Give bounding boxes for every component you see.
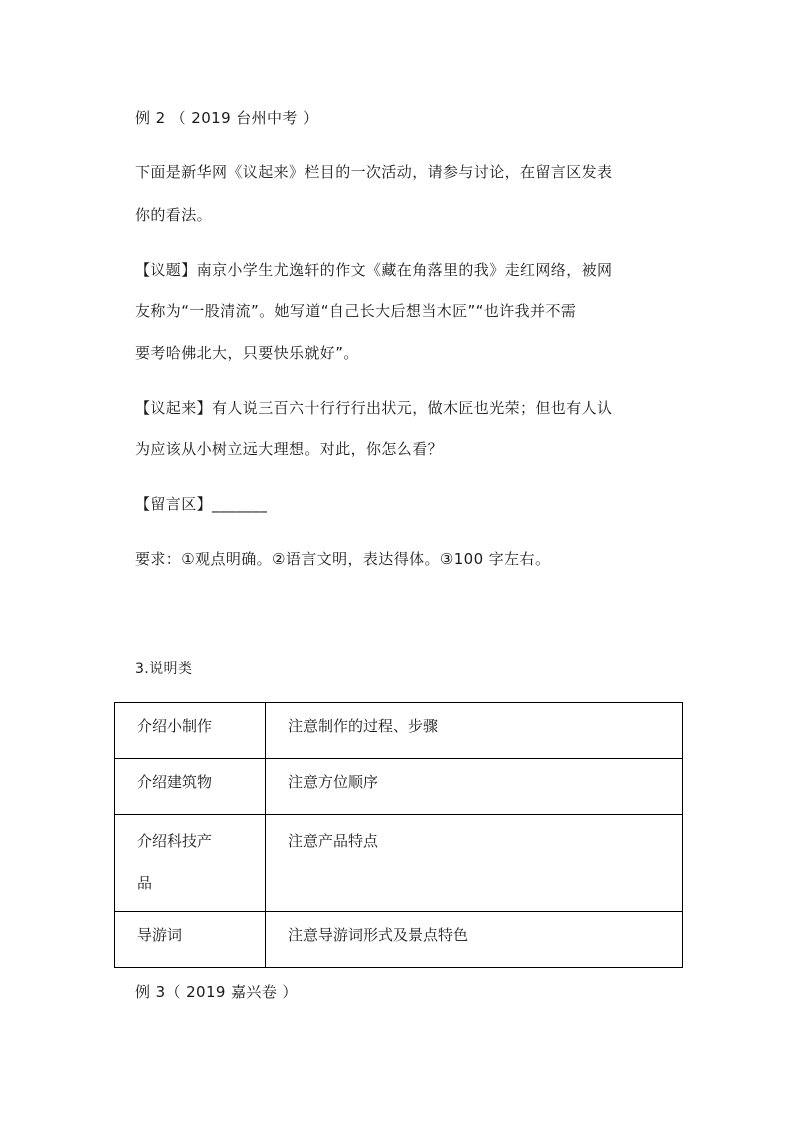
section3-title: 3.说明类 (135, 661, 193, 677)
example3-heading: 例 3（ 2019 嘉兴卷 ） (135, 983, 298, 1001)
table-cell-note: 注意制作的过程、步骤 (266, 703, 683, 759)
discuss-line-2: 为应该从小树立远大理想。对此，你怎么看？ (135, 440, 444, 458)
intro-line-2: 你的看法。 (135, 206, 213, 224)
table-row (115, 759, 683, 815)
comment-area: 【留言区】_______ (135, 495, 268, 513)
table-row (115, 815, 683, 912)
topic-line-1: 【议题】南京小学生尤逸轩的作文《藏在角落里的我》走红网络，被网 (135, 261, 613, 279)
topic-line-2: 友称为“一股清流”。她写道“自己长大后想当木匠”“也许我并不需 (135, 302, 577, 320)
explanation-type-table (114, 702, 683, 968)
table-cell-type: 介绍科技产 品 (115, 815, 266, 912)
table-cell-type: 导游词 (115, 912, 266, 968)
table-cell-type: 介绍小制作 (115, 703, 266, 759)
example2-heading: 例 2 （ 2019 台州中考 ） (135, 109, 319, 127)
discuss-line-1: 【议起来】有人说三百六十行行行出状元，做木匠也光荣；但也有人认 (135, 399, 613, 417)
table-cell-note: 注意产品特点 (266, 815, 683, 912)
topic-line-3: 要考哈佛北大，只要快乐就好”。 (135, 344, 359, 362)
requirements: 要求：①观点明确。②语言文明，表达得体。③100 字左右。 (135, 550, 551, 568)
table-row (115, 703, 683, 759)
table-cell-type: 介绍建筑物 (115, 759, 266, 815)
table-cell-note: 注意方位顺序 (266, 759, 683, 815)
table-cell-note: 注意导游词形式及景点特色 (266, 912, 683, 968)
intro-line-1: 下面是新华网《议起来》栏目的一次活动，请参与讨论，在留言区发表 (135, 163, 613, 181)
table-row (115, 912, 683, 968)
